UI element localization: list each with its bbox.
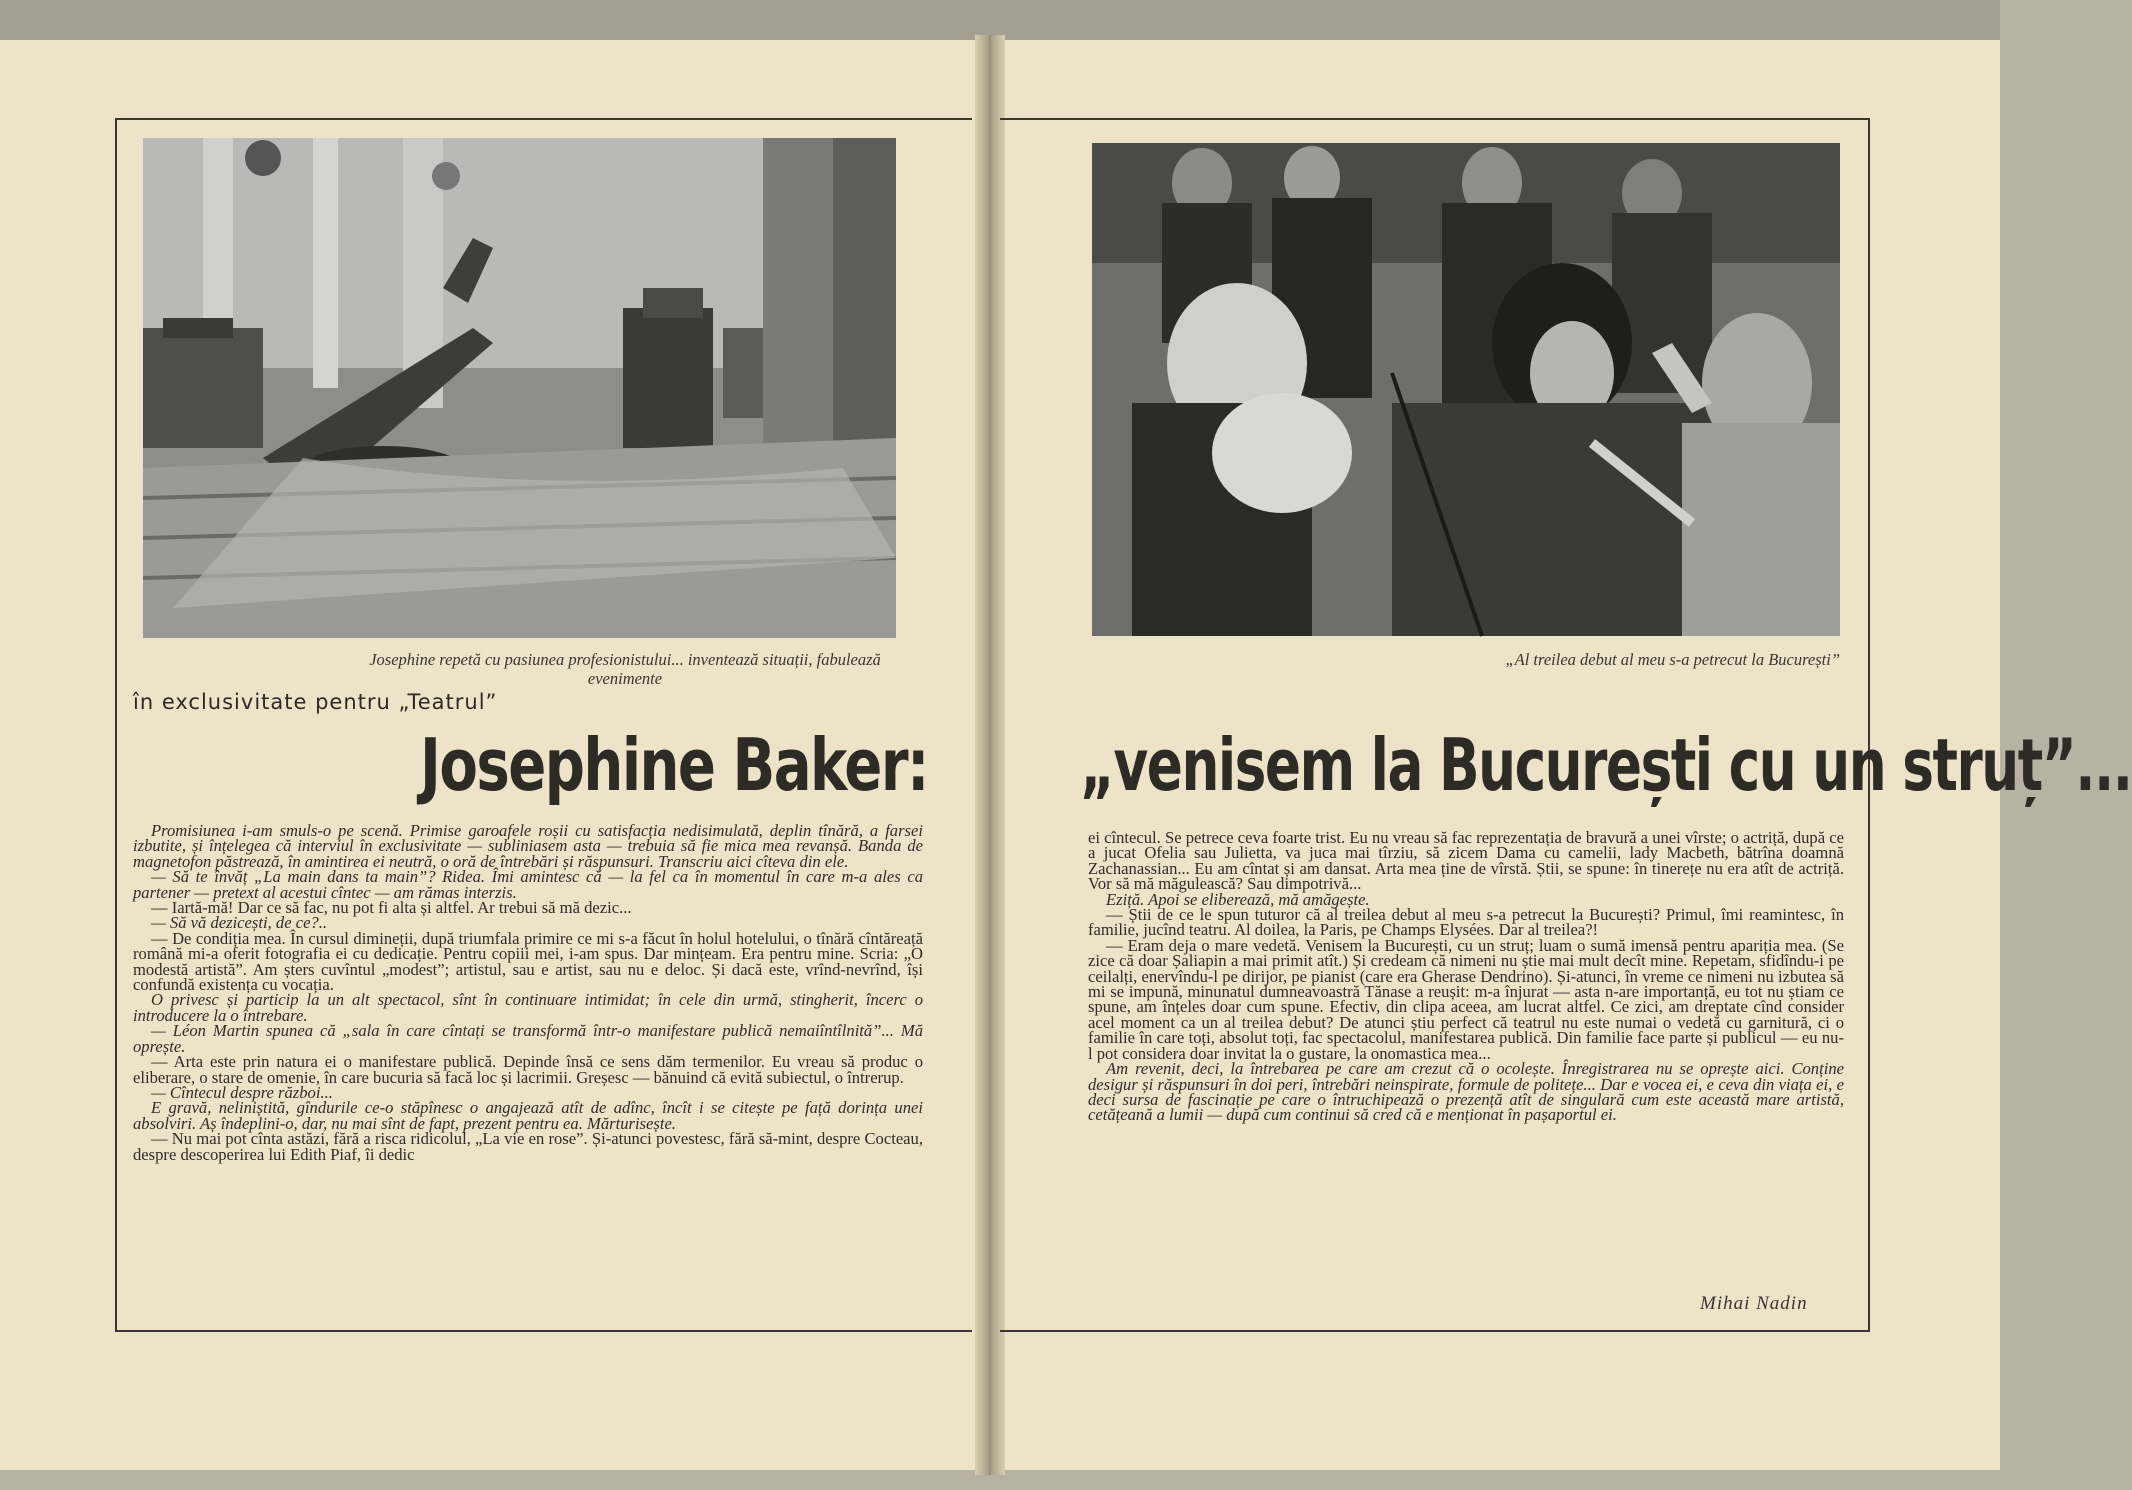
paragraph: ei cîntecul. Se petrece ceva foarte trist. Eu nu vreau să fac reprezentația de bravură a unei vîrste; o actriță, după ce a jucat Ofelia sau Julietta, va juca mai tîrziu, să zicem Dama cu camelii, lady Macbeth, bătrîna doamnă Zachanassian... Eu am cîntat și am dansat. Arta mea ține de vîrstă. Știi, se spune: în tinerețe nu era atît de actriță. Vor să mă măgulească? Sau dimpotrivă... [1088, 828, 1844, 894]
rehearsal-photo [143, 138, 896, 638]
headline-left: Josephine Baker: [420, 723, 928, 807]
article-body-right [1088, 830, 1844, 1123]
paragraph: — Să vă dezicești, de ce?.. [151, 913, 328, 933]
headline-right: „venisem la București cu un struț”... [1080, 723, 2132, 807]
paragraph: — Léon Martin spunea că „sala în care cîntați se transformă într-o manifestare publică nemaiîntîlnită”... Mă oprește. [133, 1021, 923, 1056]
paragraph: — De condiția mea. În cursul dimineții, după triumfala primire ce mi s-a făcut în holul hotelului, o tînără cîntăreață română mi-a oferit fotografia ei cu dedicație. Pentru copiii mei, i-am spus. Dar mințeam. Era pentru mine. Scria: „O modestă artistă”. Am șters cuvîntul „modest”; artistul, sau e artist, sau nu e deloc. Și dacă este, vrînd-nevrînd, își confundă existența cu vocația. [133, 928, 923, 995]
rehearsal-photo-caption: Josephine repetă cu pasiunea profesionistului... inventează situații, fabulează evenimente [369, 650, 881, 688]
article-kicker: în exclusivitate pentru „Teatrul” [133, 690, 498, 714]
paragraph: Promisiunea i-am smuls-o pe scenă. Primise garoafele roșii cu satisfacția nedisimulată, deplin tînără, a farsei izbutite, și înțelegea că interviul în exclusivitate — subliniasem asta — trebuia să fie mica mea revanșă. Banda de magnetofon păstrează, în amintirea ei neutră, o oră de întrebări și răspunsuri. Transcriu aici cîteva din ele. [133, 821, 923, 871]
scanner-background [0, 0, 2000, 40]
author-signature: Mihai Nadin [1700, 1293, 1808, 1314]
paragraph: — Iartă-mă! Dar ce să fac, nu pot fi alta și altfel. Ar trebui să mă dezic... [151, 898, 632, 918]
paragraph: E gravă, neliniștită, gîndurile ce-o stăpînesc o angajează atît de adînc, încît i se citește pe față dorința unei absolviri. Aș îndeplini-o, dar, nu mai sînt de fapt, prezent pentru ea. Mărturisește. [133, 1098, 923, 1133]
paragraph: — Nu mai pot cînta astăzi, fără a risca ridicolul, „La vie en rose”. Și-atunci povestesc, fără să-mint, despre Cocteau, despre descoperirea lui Edith Piaf, îi dedic [133, 1129, 923, 1164]
interview-photo [1092, 143, 1840, 636]
paragraph: — Arta este prin natura ei o manifestare publică. Depinde însă ce sens dăm termenilor. Eu vreau să produc o eliberare, o stare de omenie, în care bucuria să facă loc și lacrimii. Greșesc — bănuind că evită subiectul, o întrerup. [133, 1052, 923, 1087]
paragraph: — Să te învăț „La main dans ta main”? Ridea. Îmi amintesc că — la fel ca în momentul în care m-a ales ca partener — pretext al acestui cîntec — am rămas interzis. [133, 867, 923, 902]
article-body-left [133, 823, 923, 1162]
paragraph: Eziță. Apoi se eliberează, mă amăgește. [1106, 889, 1370, 909]
paragraph: — Cîntecul despre război... [151, 1082, 333, 1102]
interview-photo-caption: „Al treilea debut al meu s-a petrecut la București” [1505, 650, 1840, 669]
paragraph: Am revenit, deci, la întrebarea pe care am crezut că o ocolește. Înregistrarea nu se oprește aici. Conține desigur și răspunsuri în doi peri, întrebări neinspirate, formule de politețe... Dar e vocea ei, e ceva din viața ei, e deci sursa de fascinație pe care o întruchipează o prezență atît de singulară cum este această mare artistă, cetățeană a lumii — după cum continui să cred că e menționat în pașaportul ei. [1088, 1059, 1844, 1125]
paragraph: — Știi de ce le spun tuturor că al treilea debut al meu s-a petrecut la București? Primul, îmi reamintesc, în familie, jucînd teatru. Al doilea, la Paris, pe Champs Elysées. Dar al treilea?! [1088, 905, 1844, 940]
paragraph: O privesc și particip la un alt spectacol, sînt în continuare intimidat; în cele din urmă, stingherit, încerc o introducere la o întrebare. [133, 990, 923, 1025]
paragraph: — Eram deja o mare vedetă. Venisem la București, cu un struț; luam o sumă imensă pentru apariția mea. (Se zice că doar Șaliapin a mai primit atît.) Și credeam că nimeni nu știe mai mult decît mine. Repetam, sfidîndu-i pe ceilalți, enervîndu-l pe dirijor, pe pianist (care era Gherase Dendrino). Și-atunci, în vreme ce nimeni nu izbutea să mi se impună, minunatul dumneavoastră Tănase a reușit: m-a înjurat — asta n-are importanță, eu tot nu știam ce spune, am înțeles doar cum spune. Efectiv, din clipa aceea, am lucrat altfel. Ce zici, am dreptate cînd consider acel moment ca un al treilea debut? De atunci știu perfect că teatrul nu este numai o vedetă cu garnitură, ci o familie în care toți, absolut toți, fac spectacolul, manifestarea publică. Din familie face parte și publicul — eu nu-l pot considera doar invitat la o gustare, la onomastica mea... [1088, 935, 1844, 1063]
